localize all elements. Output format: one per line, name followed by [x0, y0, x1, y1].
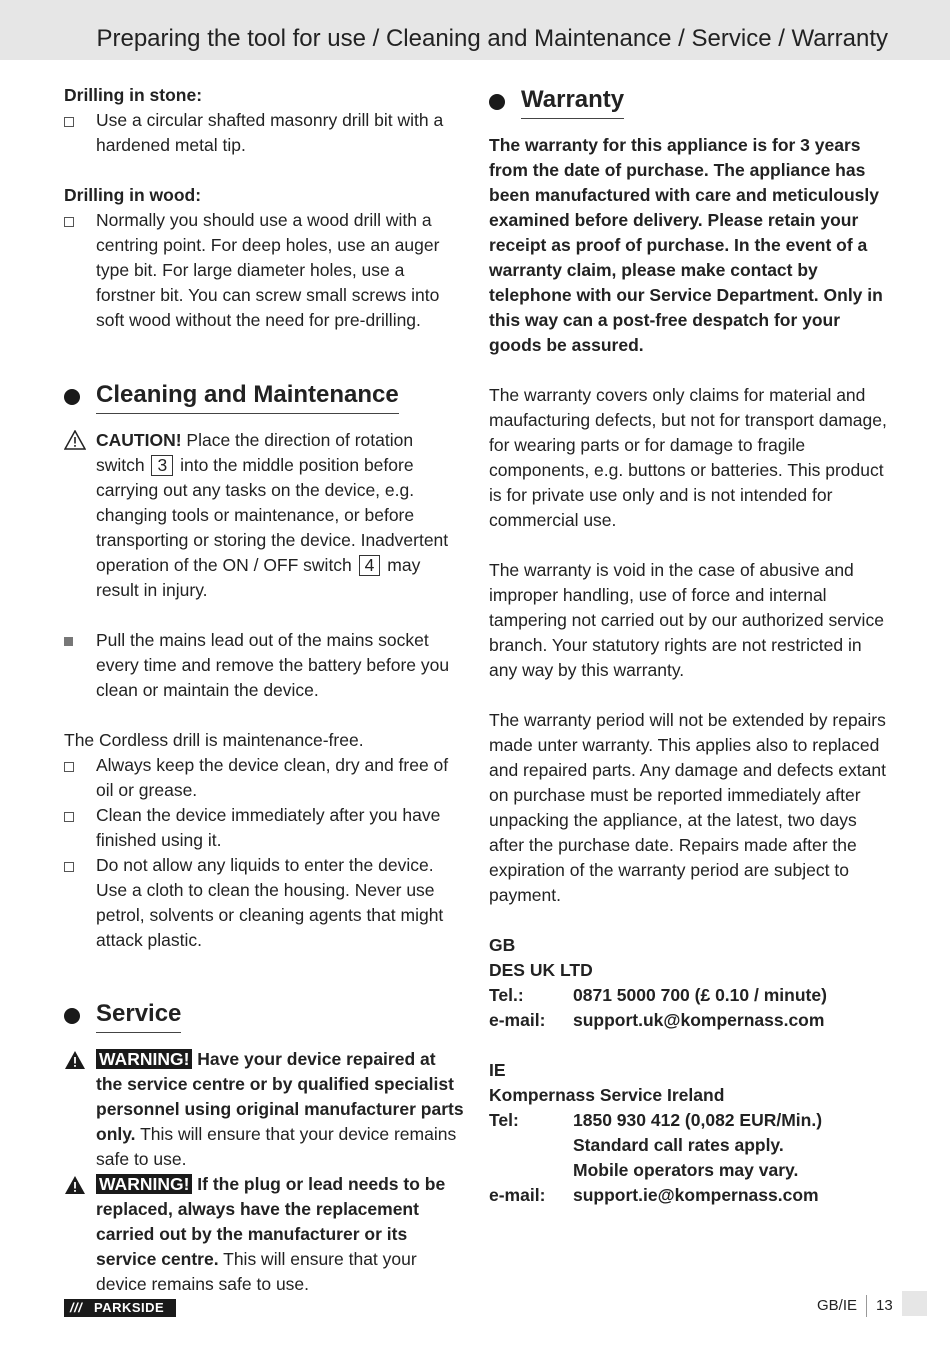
stone-item-text: Use a circular shafted masonry drill bit with a hardened metal tip.: [96, 110, 444, 155]
tel-label: Tel:: [489, 1110, 519, 1130]
logo-text: PARKSIDE: [94, 1300, 165, 1315]
list-item: [64, 803, 464, 853]
warranty-section-heading: [489, 83, 889, 121]
warning-2-bold: If the plug or lead needs to be replaced, always have the replacement carried out by the manufacturer or its service centre.: [96, 1174, 446, 1269]
warranty-bold-paragraph: The warranty for this appliance is for 3 years from the date of purchase. The appliance has been manufactured with care and meticulously examined before delivery. Please retain your receipt as proof of purchase. In the event of a warranty claim, please make contact by telephone with our Service Department. Only in this way can a post-free despatch for your goods be assured.: [489, 135, 883, 355]
list-item: [64, 208, 464, 333]
left-column: [64, 83, 464, 1297]
email-label: e-mail:: [489, 1185, 546, 1205]
caution-text-b: into the middle position before carrying out any tasks on the device, e.g. changing tools or maintenance, or before transporting or storing the device. Inadvertent operation of the ON / OFF switch: [96, 455, 449, 575]
checkbox-bullet-icon: [64, 753, 78, 779]
warning-triangle-icon: [64, 1050, 86, 1077]
checkbox-bullet-icon: [64, 208, 78, 234]
cleaning-item-text: Clean the device immediately after you have finished using it.: [96, 805, 441, 850]
ie-note-1: Standard call rates apply.: [573, 1135, 784, 1155]
warning-label: WARNING!: [96, 1174, 192, 1194]
gb-tel-row: [489, 983, 889, 1008]
caution-label: CAUTION!: [96, 430, 182, 450]
bullet-dot-icon: [64, 1008, 80, 1024]
cleaning-section-heading: [64, 378, 464, 416]
gb-company: DES UK LTD: [489, 960, 593, 980]
caution-block: [64, 428, 464, 603]
footer-tab: [902, 1291, 927, 1316]
switch-number-badge: 3: [151, 455, 173, 476]
ie-tel-row: [489, 1108, 889, 1133]
checkbox-bullet-icon: [64, 853, 78, 879]
list-item: [64, 628, 464, 703]
drilling-wood-heading: Drilling in wood:: [64, 185, 202, 205]
warning-block: [64, 1047, 464, 1172]
square-bullet-icon: [64, 628, 78, 653]
ie-tel-value: 1850 930 412 (0,082 EUR/Min.): [573, 1110, 823, 1130]
ie-note-2: Mobile operators may vary.: [573, 1160, 799, 1180]
footer-divider: [866, 1295, 867, 1317]
warranty-title: Warranty: [521, 85, 624, 119]
warning-block: [64, 1172, 464, 1297]
gb-email-row: [489, 1008, 889, 1033]
ie-company: Kompernass Service Ireland: [489, 1085, 725, 1105]
right-column: [489, 83, 889, 1208]
warranty-paragraph: The warranty period will not be extended by repairs made unter warranty. This applies also to replaced and repaired parts. Any damage and defects extant on purchase must be reported immediately after unpacking the appliance, at the latest, two days after the purchase date. Repairs made after the expiration of the warranty period are subject to payment.: [489, 710, 886, 905]
list-item: [64, 753, 464, 803]
checkbox-bullet-icon: [64, 803, 78, 829]
list-item: [64, 108, 464, 158]
cleaning-item-text: Always keep the device clean, dry and free of oil or grease.: [96, 755, 449, 800]
gb-email-value: support.uk@kompernass.com: [573, 1010, 825, 1030]
ie-email-row: [489, 1183, 889, 1208]
warning-label: WARNING!: [96, 1049, 192, 1069]
caution-text-c: may result in injury.: [96, 555, 421, 600]
service-section-heading: [64, 997, 464, 1035]
maintenance-free-text: The Cordless drill is maintenance-free.: [64, 730, 364, 750]
logo-stripes: ///: [70, 1300, 83, 1315]
mains-text: Pull the mains lead out of the mains socket every time and remove the battery before you clean or maintain the device.: [96, 630, 450, 700]
ie-note-row: [489, 1158, 889, 1183]
warranty-paragraph: The warranty is void in the case of abusive and improper handling, use of force and internal tampering not carried out by our authorized service branch. Your statutory rights are not restricted in any way by this warranty.: [489, 560, 884, 680]
wood-item-text: Normally you should use a wood drill with a centring point. For deep holes, use an auger type bit. For large diameter holes, use a forstner bit. You can screw small screws into soft wood without the need for pre-drilling.: [96, 210, 440, 330]
gb-tel-value: 0871 5000 700 (£ 0.10 / minute): [573, 985, 827, 1005]
bullet-dot-icon: [64, 389, 80, 405]
header-title: Preparing the tool for use / Cleaning and Maintenance / Service / Warranty: [96, 25, 888, 52]
ie-email-value: support.ie@kompernass.com: [573, 1185, 819, 1205]
email-label: e-mail:: [489, 1010, 546, 1030]
gb-country: GB: [489, 935, 516, 955]
warranty-paragraph: The warranty covers only claims for material and maufacturing defects, but not for transport damage, for wearing parts or for damage to fragile components, e.g. buttons or batteries. This product is for private use only and is not intended for commercial use.: [489, 385, 887, 530]
caution-text-a: Place the direction of rotation switch: [96, 430, 414, 475]
warning-1-text: This will ensure that your device remains safe to use.: [96, 1124, 457, 1169]
ie-country: IE: [489, 1060, 506, 1080]
warning-triangle-icon: [64, 1175, 86, 1202]
cleaning-item-text: Do not allow any liquids to enter the device. Use a cloth to clean the housing. Never use petrol, solvents or cleaning agents that might attack plastic.: [96, 855, 444, 950]
checkbox-bullet-icon: [64, 108, 78, 134]
page-number: 13: [876, 1297, 893, 1314]
cleaning-title: Cleaning and Maintenance: [96, 380, 399, 414]
bullet-dot-icon: [489, 94, 505, 110]
tel-label: Tel.:: [489, 985, 524, 1005]
warning-1-bold: Have your device repaired at the service centre or by qualified specialist personnel using original manufacturer parts only.: [96, 1049, 464, 1144]
drilling-stone-heading: Drilling in stone:: [64, 85, 203, 105]
ie-note-row: [489, 1133, 889, 1158]
warning-2-text: This will ensure that your device remains safe to use.: [96, 1249, 417, 1294]
gb-contact-block: [489, 933, 889, 1033]
onoff-number-badge: 4: [359, 555, 381, 576]
footer-language: GB/IE: [817, 1297, 858, 1314]
service-title: Service: [96, 999, 181, 1033]
page-header: [0, 0, 950, 60]
ie-contact-block: [489, 1058, 889, 1208]
list-item: [64, 853, 464, 953]
warning-triangle-icon: [64, 430, 86, 457]
parkside-logo: [64, 1299, 176, 1317]
